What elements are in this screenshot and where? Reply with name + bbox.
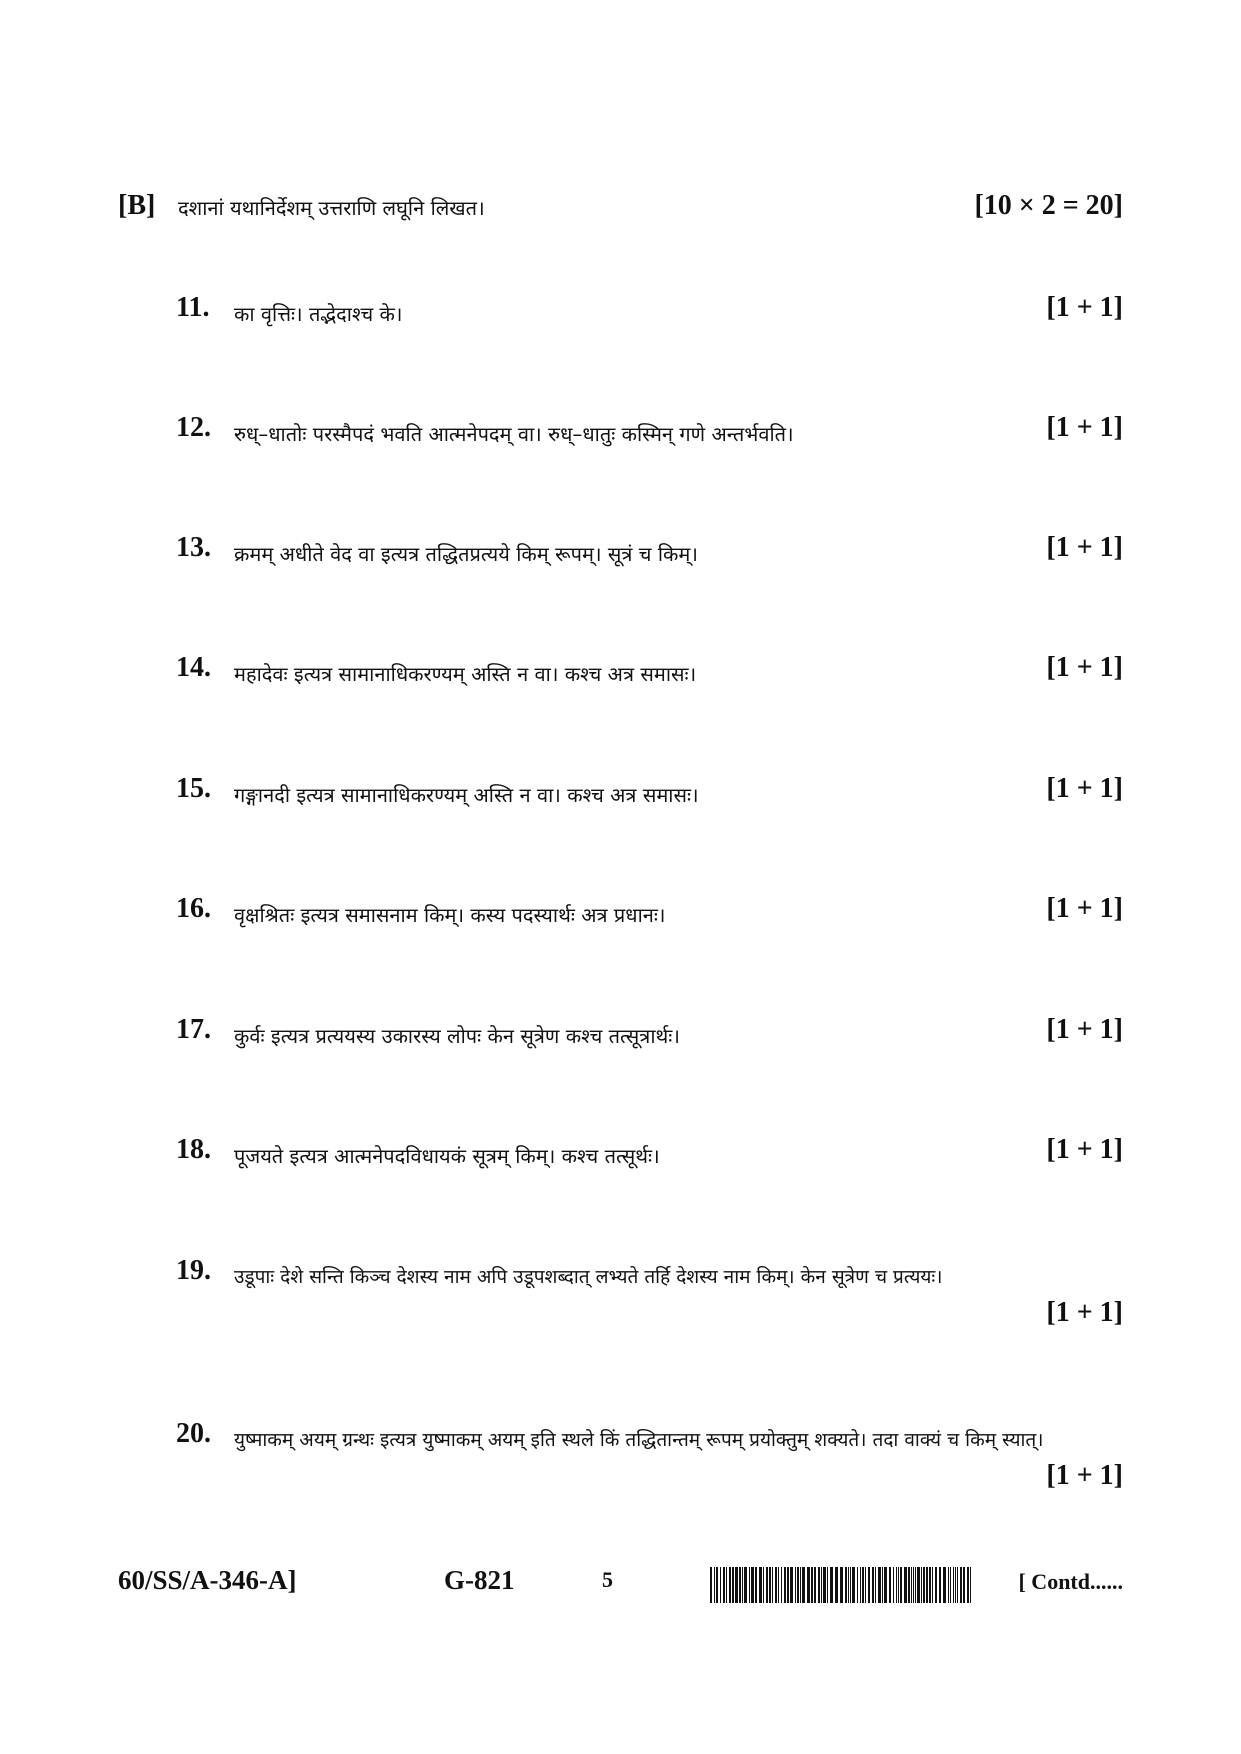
- barcode-image: [710, 1567, 972, 1603]
- question-marks: [1 + 1]: [1046, 1460, 1123, 1491]
- question-text: गङ्गानदी इत्यत्र सामानाधिकरण्यम् अस्ति न वा। कश्च अत्र समासः।: [234, 783, 699, 807]
- question-number: 13.: [176, 532, 211, 563]
- question-number: 18.: [176, 1134, 211, 1165]
- question-text: वृक्षश्रितः इत्यत्र समासनाम किम्। कस्य पदस्यार्थः अत्र प्रधानः।: [234, 903, 666, 927]
- question-marks: [1 + 1]: [1046, 412, 1123, 443]
- question-number: 20.: [176, 1418, 211, 1449]
- section-instruction: दशानां यथानिर्देशम् उत्तराणि लघूनि लिखत।: [178, 196, 485, 220]
- section-letter: [B]: [118, 190, 156, 221]
- question-number: 15.: [176, 773, 211, 804]
- question-text: रुध्–धातोः परस्मैपदं भवति आत्मनेपदम् वा। रुध्–धातुः कस्मिन् गणे अन्तर्भवति।: [234, 422, 794, 446]
- footer-paper-code: G-821: [444, 1565, 515, 1595]
- continued-note: [ Contd......: [1018, 1569, 1123, 1594]
- question-marks: [1 + 1]: [1046, 1014, 1123, 1045]
- question-marks: [1 + 1]: [1046, 773, 1123, 804]
- question-marks: [1 + 1]: [1046, 1297, 1123, 1328]
- question-text: महादेवः इत्यत्र सामानाधिकरण्यम् अस्ति न वा। कश्च अत्र समासः।: [234, 662, 697, 686]
- question-marks: [1 + 1]: [1046, 652, 1123, 683]
- question-marks: [1 + 1]: [1046, 1134, 1123, 1165]
- footer-code: 60/SS/A-346-A]: [118, 1565, 297, 1595]
- question-marks: [1 + 1]: [1046, 893, 1123, 924]
- question-text: पूजयते इत्यत्र आत्मनेपदविधायकं सूत्रम् किम्। कश्च तत्सूर्थः।: [234, 1144, 660, 1168]
- question-number: 17.: [176, 1014, 211, 1045]
- question-marks: [1 + 1]: [1046, 532, 1123, 563]
- question-text: क्रमम् अधीते वेद वा इत्यत्र तद्धितप्रत्यये किम् रूपम्। सूत्रं च किम्।: [234, 542, 698, 566]
- question-text: युष्माकम् अयम् ग्रन्थः इत्यत्र युष्माकम् अयम् इति स्थले किं तद्धितान्तम् रूपम् प्रयोक्तुम् शक्यते। तदा वाक्यं च किम् स्यात्।: [234, 1429, 1044, 1451]
- question-number: 12.: [176, 412, 211, 443]
- question-text: का वृत्तिः। तद्भेदाश्च के।: [234, 302, 403, 326]
- page-footer: [118, 1565, 1123, 1605]
- section-header: [118, 190, 1123, 230]
- question-text: कुर्वः इत्यत्र प्रत्ययस्य उकारस्य लोपः केन सूत्रेण कश्च तत्सूत्रार्थः।: [234, 1024, 680, 1048]
- question-number: 11.: [176, 292, 210, 323]
- question-number: 19.: [176, 1255, 211, 1286]
- section-marks: [10 × 2 = 20]: [974, 190, 1123, 221]
- question-number: 16.: [176, 893, 211, 924]
- page-number: 5: [602, 1567, 613, 1592]
- question-text: उडूपाः देशे सन्ति किञ्च देशस्य नाम अपि उडूपशब्दात् लभ्यते तर्हि देशस्य नाम किम्। केन सूत्रेण च प्रत्ययः।: [234, 1266, 943, 1288]
- question-number: 14.: [176, 652, 211, 683]
- question-marks: [1 + 1]: [1046, 292, 1123, 323]
